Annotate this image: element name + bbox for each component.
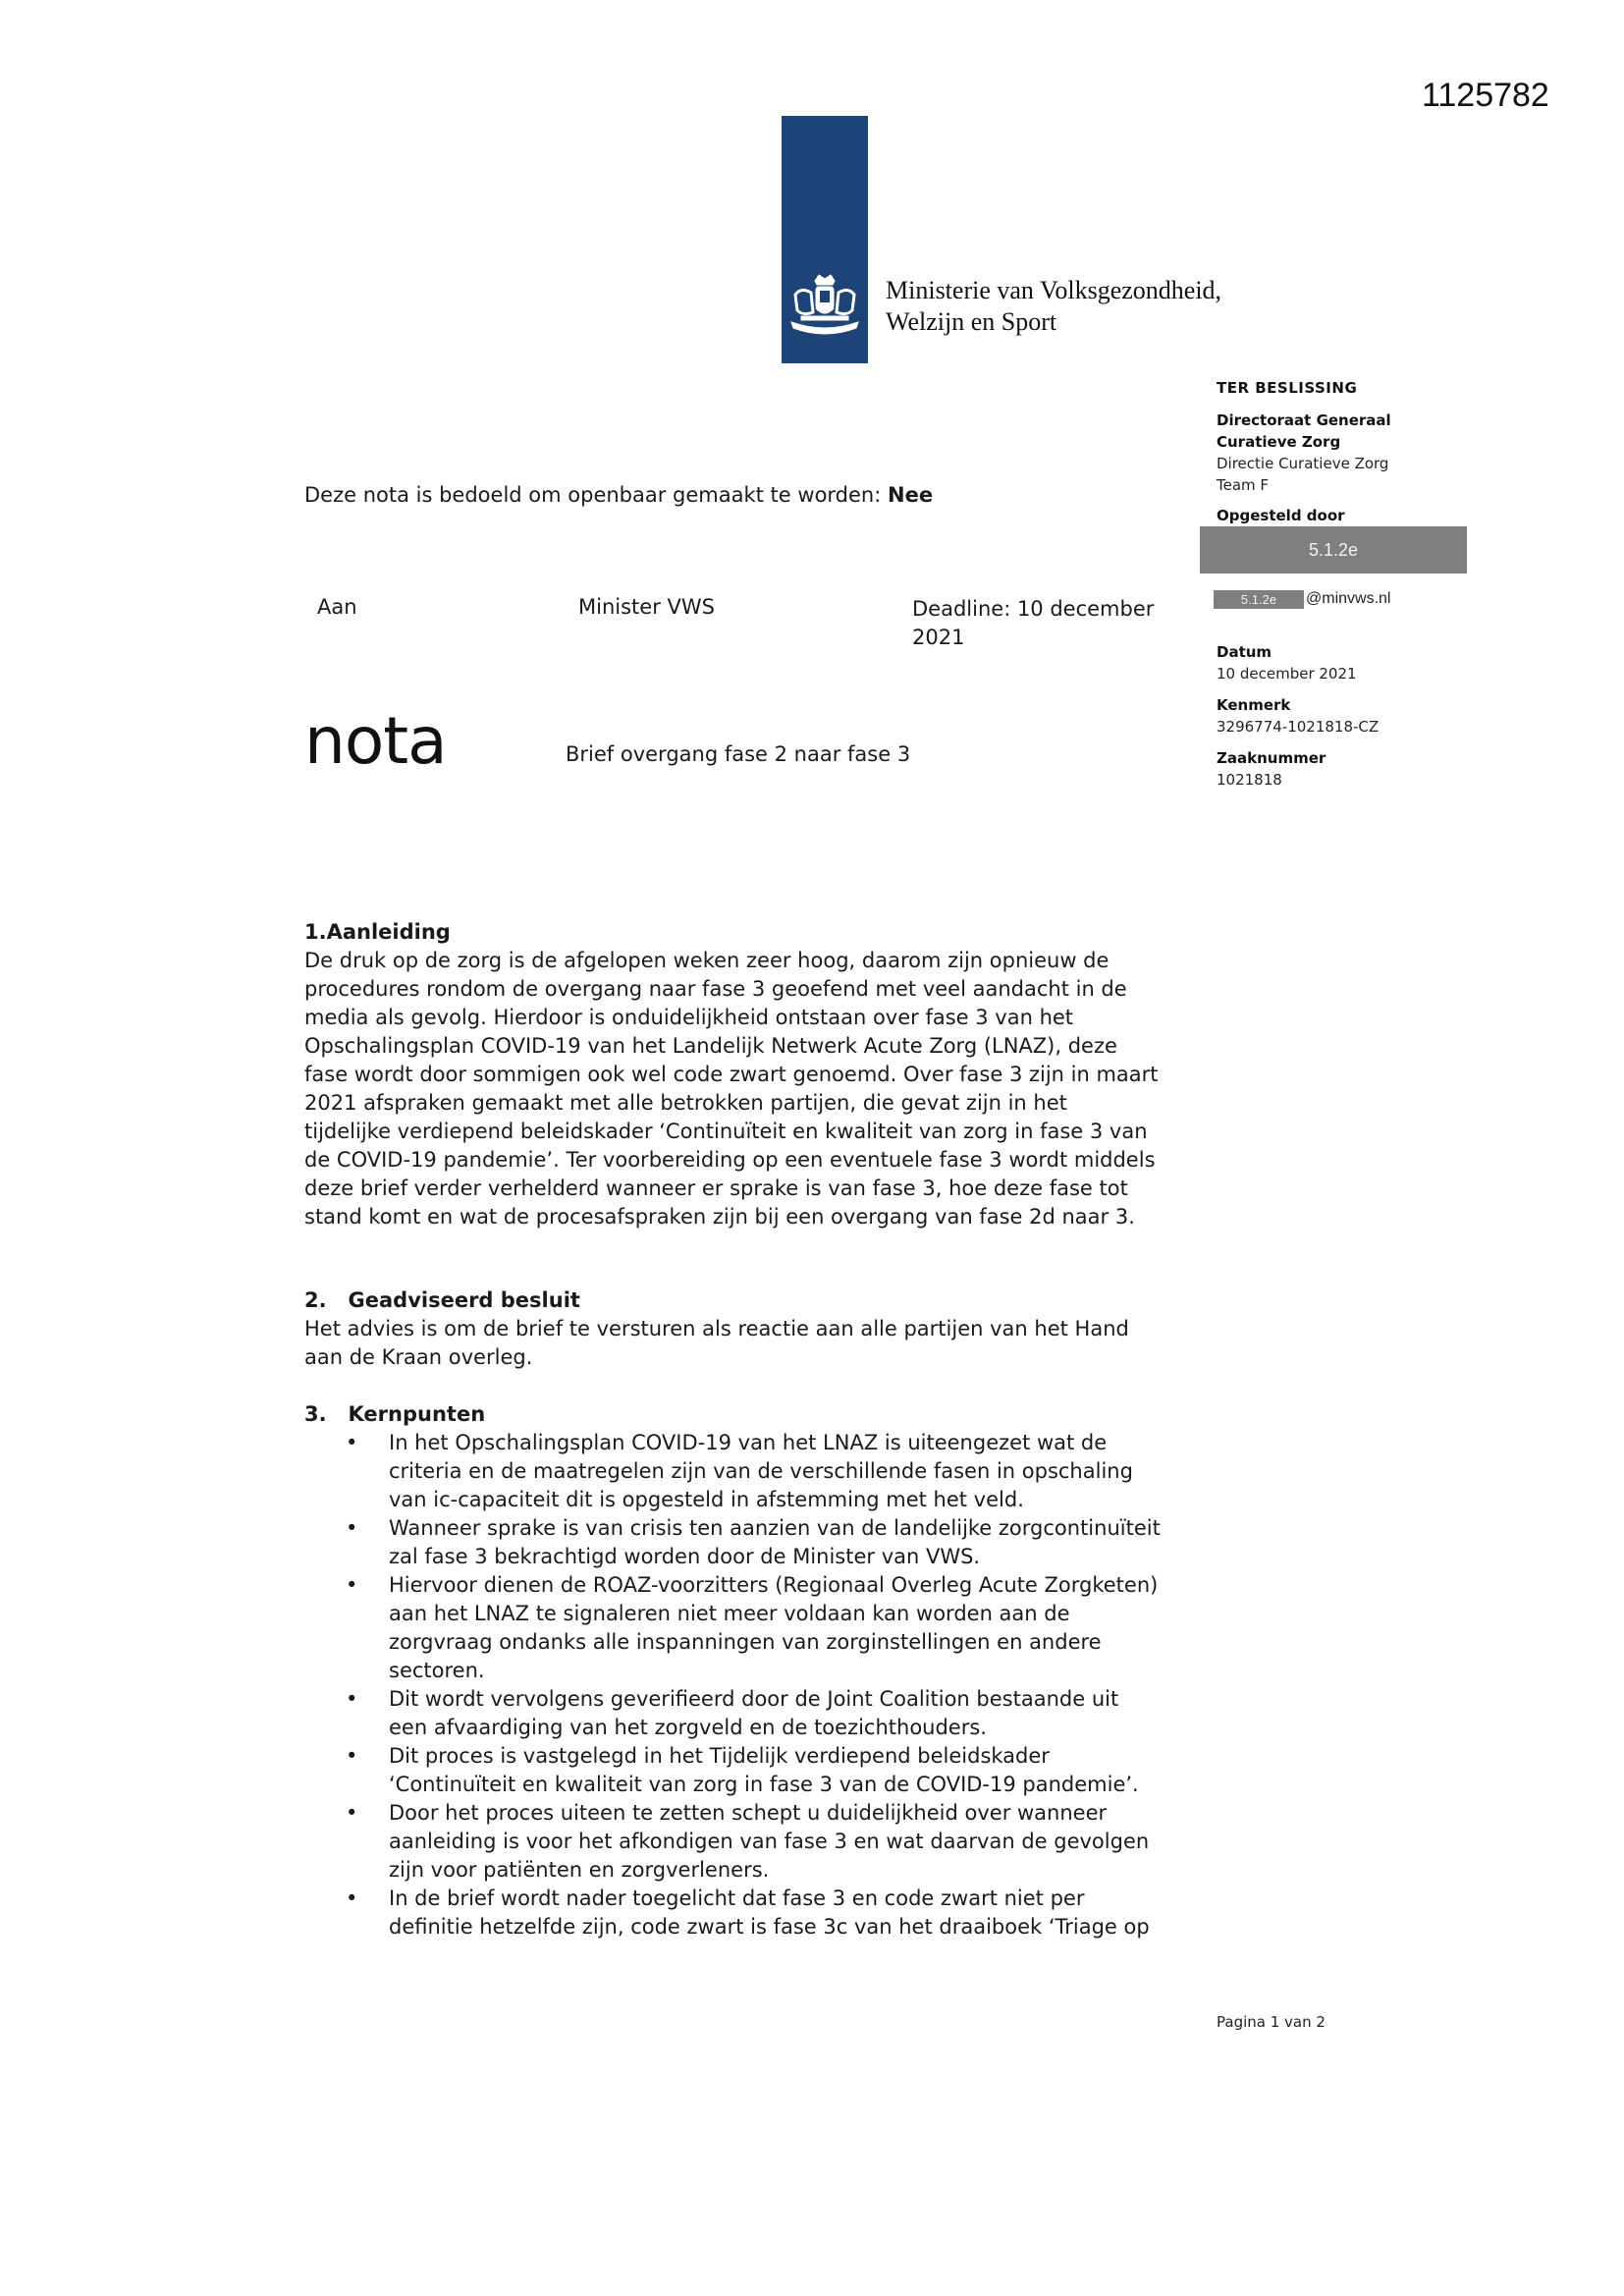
section-1-line: stand komt en wat de procesafspraken zijn bij een overgang van fase 2d naar 3.	[304, 1205, 1135, 1229]
section-2-title: 2. Geadviseerd besluit	[304, 1288, 580, 1312]
datum-value: 10 december 2021	[1217, 665, 1357, 683]
list-item	[389, 1742, 1200, 1799]
section-1-line: deze brief verder verhelderd wanneer er sprake is van fase 3, hoe deze fase tot	[304, 1176, 1128, 1200]
list-item-line: • Dit wordt vervolgens geverifieerd door de Joint Coalition bestaande uit	[389, 1687, 1119, 1711]
public-notice-value: Nee	[888, 483, 934, 507]
deadline-line1: Deadline: 10 december	[912, 597, 1155, 621]
list-item-line: definitie hetzelfde zijn, code zwart is fase 3c van het draaiboek ‘Triage op	[389, 1915, 1150, 1939]
list-item-line: criteria en de maatregelen zijn van de verschillende fasen in opschaling	[389, 1459, 1133, 1483]
ministry-name	[886, 275, 1221, 338]
section-2-line: Het advies is om de brief te versturen als reactie aan alle partijen van het Hand	[304, 1317, 1129, 1340]
list-item-line: aan het LNAZ te signaleren niet meer voldaan kan worden aan de	[389, 1602, 1070, 1625]
section-1-line: tijdelijke verdiepend beleidskader ‘Continuïteit en kwaliteit van zorg in fase 3 van	[304, 1120, 1148, 1143]
list-item	[389, 1885, 1200, 1941]
directorate-line1: Directoraat Generaal	[1217, 411, 1391, 429]
section-1-line: procedures rondom de overgang naar fase 3 geoefend met veel aandacht in de	[304, 977, 1127, 1001]
page-number: Pagina 1 van 2	[1217, 2013, 1326, 2031]
email-suffix: @minvws.nl	[1306, 590, 1391, 607]
ministry-name-line1: Ministerie van Volksgezondheid,	[886, 276, 1222, 304]
section-2-line: aan de Kraan overleg.	[304, 1345, 533, 1369]
list-item-line: • In het Opschalingsplan COVID-19 van het LNAZ is uiteengezet wat de	[389, 1431, 1108, 1454]
public-notice-text: Deze nota is bedoeld om openbaar gemaakt te worden:	[304, 483, 888, 507]
opgesteld-label: Opgesteld door	[1217, 507, 1345, 524]
list-item-line: • Hiervoor dienen de ROAZ-voorzitters (Regionaal Overleg Acute Zorgketen)	[389, 1573, 1159, 1597]
deadline	[912, 595, 1154, 652]
author-redaction: 5.1.2e	[1200, 526, 1467, 574]
royal-crest-icon	[785, 273, 864, 346]
list-item	[389, 1685, 1200, 1742]
directie: Directie Curatieve Zorg	[1217, 455, 1389, 472]
document-type: nota	[304, 703, 447, 779]
list-item-line: • Dit proces is vastgelegd in het Tijdelijk verdiepend beleidskader	[389, 1744, 1050, 1768]
section-1-line: Opschalingsplan COVID-19 van het Landelijk Netwerk Acute Zorg (LNAZ), deze	[304, 1034, 1117, 1058]
email-redaction: 5.1.2e	[1214, 590, 1304, 609]
subject: Brief overgang fase 2 naar fase 3	[566, 742, 911, 766]
list-item-line: een afvaardiging van het zorgveld en de toezichthouders.	[389, 1716, 987, 1739]
list-item-line: ‘Continuïteit en kwaliteit van zorg in fase 3 van de COVID-19 pandemie’.	[389, 1773, 1139, 1796]
section-1-line: de COVID-19 pandemie’. Ter voorbereiding op een eventuele fase 3 wordt middels	[304, 1148, 1156, 1172]
document-number: 1125782	[1422, 77, 1549, 114]
directorate-line2: Curatieve Zorg	[1217, 433, 1341, 451]
aan-label: Aan	[317, 595, 357, 619]
list-item-line: zorgvraag ondanks alle inspanningen van zorginstellingen en andere	[389, 1630, 1102, 1654]
kenmerk-value: 3296774-1021818-CZ	[1217, 718, 1380, 736]
team: Team F	[1217, 476, 1270, 494]
list-item-line: • In de brief wordt nader toegelicht dat fase 3 en code zwart niet per	[389, 1886, 1085, 1910]
section-aanleiding	[304, 918, 1200, 1231]
zaaknummer-value: 1021818	[1217, 771, 1282, 789]
section-1-title: 1.Aanleiding	[304, 920, 451, 944]
aan-value: Minister VWS	[578, 595, 715, 619]
list-item	[389, 1571, 1200, 1685]
section-1-line: 2021 afspraken gemaakt met alle betrokken partijen, die gevat zijn in het	[304, 1091, 1067, 1115]
list-item	[389, 1429, 1200, 1514]
list-item-line: sectoren.	[389, 1659, 485, 1682]
list-item-line: • Wanneer sprake is van crisis ten aanzien van de landelijke zorgcontinuïteit	[389, 1516, 1161, 1540]
section-geadviseerd-besluit	[304, 1286, 1200, 1372]
section-kernpunten	[304, 1400, 1200, 1941]
section-1-line: fase wordt door sommigen ook wel code zwart genoemd. Over fase 3 zijn in maart	[304, 1063, 1159, 1086]
list-item-line: van ic-capaciteit dit is opgesteld in afstemming met het veld.	[389, 1488, 1024, 1511]
list-item	[389, 1514, 1200, 1571]
zaaknummer-label: Zaaknummer	[1217, 749, 1326, 767]
section-1-line: De druk op de zorg is de afgelopen weken zeer hoog, daarom zijn opnieuw de	[304, 949, 1110, 972]
public-notice	[304, 483, 933, 507]
list-item	[389, 1799, 1200, 1885]
kernpunten-list	[304, 1429, 1200, 1941]
section-3-title: 3. Kernpunten	[304, 1402, 486, 1426]
list-item-line: • Door het proces uiteen te zetten schept u duidelijkheid over wanneer	[389, 1801, 1108, 1825]
deadline-line2: 2021	[912, 626, 965, 649]
ministry-name-line2: Welzijn en Sport	[886, 307, 1057, 336]
list-item-line: aanleiding is voor het afkondigen van fase 3 en wat daarvan de gevolgen	[389, 1830, 1150, 1853]
kenmerk-label: Kenmerk	[1217, 696, 1291, 714]
list-item-line: zal fase 3 bekrachtigd worden door de Minister van VWS.	[389, 1545, 981, 1568]
decision-status: TER BESLISSING	[1217, 379, 1358, 397]
list-item-line: zijn voor patiënten en zorgverleners.	[389, 1858, 770, 1882]
datum-label: Datum	[1217, 643, 1272, 661]
section-1-line: media als gevolg. Hierdoor is onduidelijkheid ontstaan over fase 3 van het	[304, 1006, 1074, 1029]
